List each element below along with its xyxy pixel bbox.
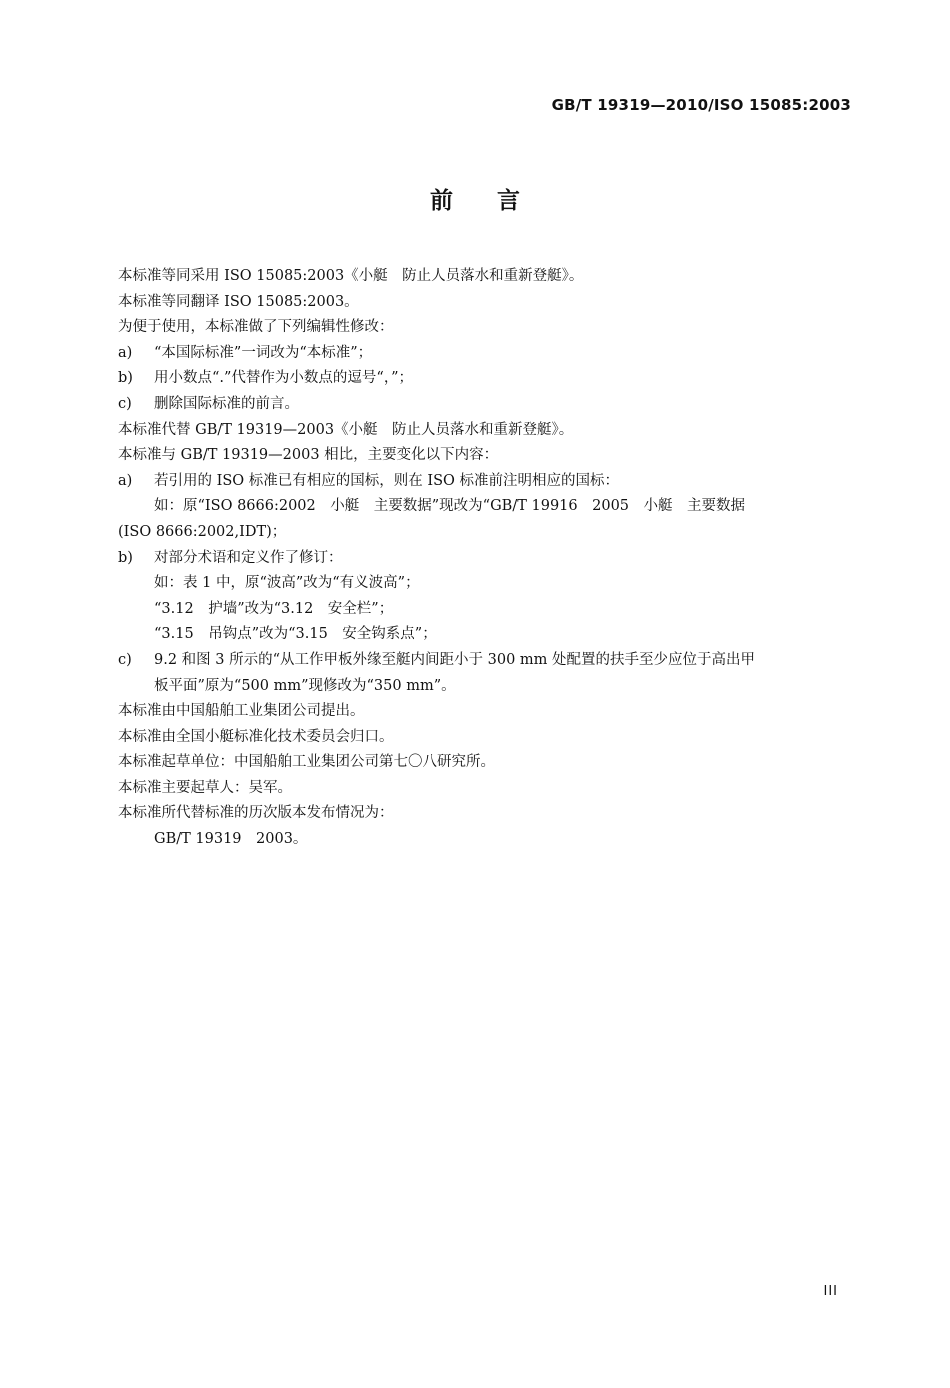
- list-text: 9.2 和图 3 所示的“从工作甲板外缘至艇内间距小于 300 mm 处配置的扶手至少应位于高出甲: [154, 651, 756, 668]
- list-item: [118, 469, 853, 495]
- list-item: [118, 366, 853, 392]
- list-text: 若引用的 ISO 标准已有相应的国标，则在 ISO 标准前注明相应的国标：: [154, 472, 620, 489]
- list-marker: b): [118, 370, 133, 387]
- paragraph-adoption: 本标准等同采用 ISO 15085:2003《小艇 防止人员落水和重新登艇》。: [118, 268, 584, 284]
- list-text: 删除国际标准的前言。: [154, 395, 299, 412]
- list-text: 对部分术语和定义作了修订：: [154, 549, 343, 566]
- foreword-body: [118, 264, 853, 853]
- list-marker: c): [118, 395, 132, 412]
- list-subtext: (ISO 8666:2002,IDT)；: [118, 523, 287, 540]
- list-item: [118, 546, 853, 572]
- paragraph-drafting-unit: 本标准起草单位：中国船舶工业集团公司第七〇八研究所。: [118, 754, 495, 771]
- paragraph-changes-intro: 本标准与 GB/T 19319—2003 相比，主要变化以下内容：: [118, 447, 499, 464]
- list-item: [118, 648, 853, 674]
- list-subtext: “3.12 护墙”改为“3.12 安全栏”；: [154, 600, 394, 617]
- paragraph-proposer: 本标准由中国船舶工业集团公司提出。: [118, 703, 365, 720]
- list-item: [118, 392, 853, 418]
- history-item: GB/T 19319 2003。: [154, 831, 308, 848]
- paragraph-translation: 本标准等同翻译 ISO 15085:2003。: [118, 293, 359, 310]
- page-title: 前言: [430, 188, 564, 214]
- paragraph-history-intro: 本标准所代替标准的历次版本发布情况为：: [118, 805, 394, 822]
- paragraph-replaces: 本标准代替 GB/T 19319—2003《小艇 防止人员落水和重新登艇》。: [118, 421, 574, 438]
- list-text: “本国际标准”一词改为“本标准”；: [154, 344, 373, 361]
- list-subtext: 如：表 1 中，原“波高”改为“有义波高”；: [154, 575, 420, 592]
- list-subtext: 板平面”原为“500 mm”现修改为“350 mm”。: [154, 677, 456, 694]
- standard-code: GB/T 19319—2010/ISO 15085:2003: [551, 96, 851, 114]
- list-text: 用小数点“.”代替作为小数点的逗号“，”；: [154, 370, 414, 387]
- paragraph-drafter: 本标准主要起草人：吴军。: [118, 779, 292, 796]
- list-subtext: 如：原“ISO 8666:2002 小艇 主要数据”现改为“GB/T 19916 2005 小艇 主要数据: [154, 498, 746, 515]
- list-marker: a): [118, 344, 133, 361]
- list-marker: c): [118, 651, 132, 668]
- paragraph-edit-intro: 为便于使用，本标准做了下列编辑性修改：: [118, 319, 394, 336]
- paragraph-committee: 本标准由全国小艇标准化技术委员会归口。: [118, 728, 394, 745]
- list-subtext: “3.15 吊钩点”改为“3.15 安全钩系点”；: [154, 626, 437, 643]
- list-item: [118, 341, 853, 367]
- list-marker: a): [118, 472, 133, 489]
- page-number: III: [823, 1284, 838, 1299]
- list-marker: b): [118, 549, 133, 566]
